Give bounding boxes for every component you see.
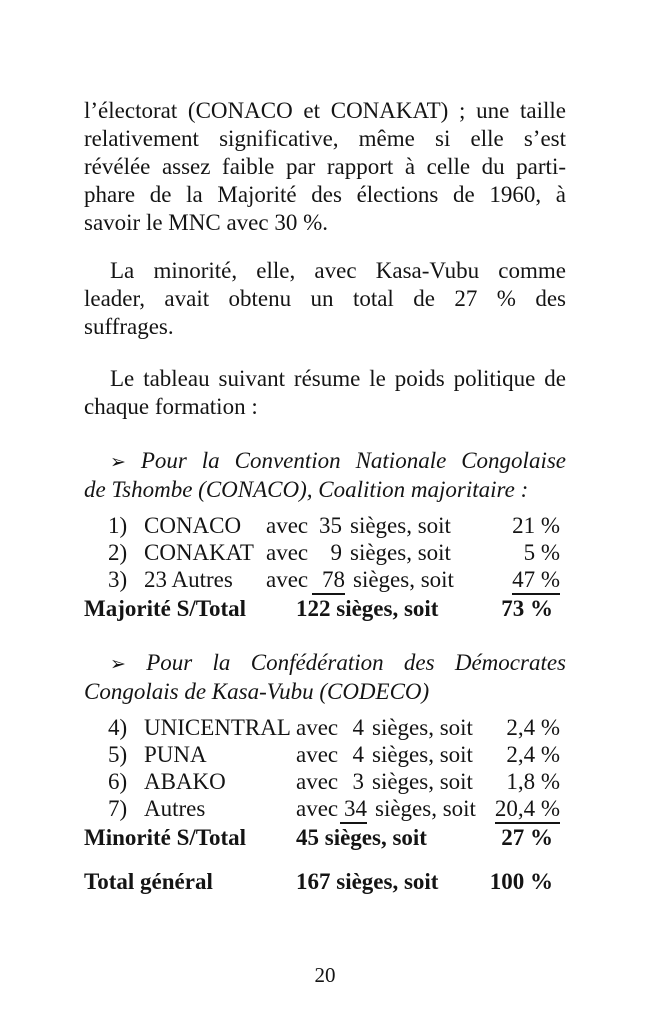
seat-count-underlined: 78 [312, 566, 345, 595]
seats-suffix: sièges, soit [350, 540, 451, 565]
subtotal-seats: 122 sièges, soit [296, 596, 439, 621]
avec-label: avec [296, 715, 339, 740]
grand-total-label: Total général [84, 869, 213, 894]
subtotal-seats: 45 sièges, soit [296, 825, 427, 850]
percentage-underlined: 20,4 % [495, 795, 560, 824]
percentage: 5 % [523, 540, 560, 565]
grand-total-seats: 167 sièges, soit [296, 869, 439, 894]
bullet-text: Pour la Confédération des Démocrates [146, 650, 566, 675]
party-name: 23 Autres [144, 567, 233, 592]
row-number: 7) [108, 796, 128, 821]
party-name: UNICENTRAL [144, 715, 291, 740]
avec-label: avec [266, 540, 309, 565]
percentage: 2,4 % [506, 742, 560, 767]
avec-label: avec [296, 796, 339, 821]
table-row [108, 768, 560, 795]
bullet-line [84, 649, 566, 678]
row-number: 5) [108, 742, 128, 767]
percentage: 1,8 % [506, 769, 560, 794]
seats-suffix: sièges, soit [375, 796, 476, 821]
paragraph-line: phare de la Majorité des élections de 1960, à [84, 182, 566, 207]
row-number: 1) [108, 513, 128, 538]
paragraph-line: savoir le MNC avec 30 %. [84, 210, 328, 235]
majority-subtotal-row [84, 595, 560, 622]
paragraph-line: La minorité, elle, avec Kasa-Vubu comme [110, 258, 566, 283]
row-number: 3) [108, 567, 128, 592]
percentage: 21 % [512, 513, 560, 538]
majority-table [84, 512, 560, 622]
subtotal-label: Majorité S/Total [84, 596, 247, 621]
seats-suffix: sièges, soit [372, 769, 473, 794]
avec-label: avec [296, 742, 339, 767]
bullet-heading-codeco [84, 649, 566, 706]
seat-count: 3 [352, 769, 364, 794]
party-name: ABAKO [144, 769, 226, 794]
party-name: PUNA [144, 742, 207, 767]
table-row [108, 539, 560, 566]
avec-label: avec [296, 769, 339, 794]
bullet-line [84, 447, 566, 476]
paragraph-line: relativement significative, même si elle s’est [84, 126, 566, 151]
seat-count: 9 [330, 540, 342, 565]
party-name: Autres [144, 796, 206, 821]
paragraph-line: chaque formation : [84, 394, 258, 419]
bullet-line: de Tshombe (CONACO), Coalition majoritaire : [84, 477, 529, 502]
paragraph-minorite [84, 257, 566, 341]
seat-count-underlined: 34 [340, 795, 367, 824]
bullet-heading-conaco [84, 447, 566, 504]
avec-label: avec [266, 567, 309, 592]
subtotal-percentage: 27 % [501, 825, 553, 850]
grand-total-row [84, 868, 560, 895]
seat-count: 4 [352, 715, 364, 740]
seat-count: 4 [352, 742, 364, 767]
party-name: CONAKAT [144, 540, 254, 565]
paragraph-line: suffrages. [84, 314, 174, 339]
party-name: CONACO [144, 513, 242, 538]
row-number: 2) [108, 540, 128, 565]
row-number: 6) [108, 769, 128, 794]
table-row [108, 512, 560, 539]
percentage-underlined: 47 % [512, 566, 560, 595]
arrow-bullet-icon: ➢ [110, 653, 126, 675]
grand-total-percentage: 100 % [489, 869, 553, 894]
table-row [108, 795, 560, 824]
bullet-line: Congolais de Kasa-Vubu (CODECO) [84, 679, 430, 704]
seats-suffix: sièges, soit [350, 513, 451, 538]
paragraph-tableau [84, 365, 566, 421]
arrow-bullet-icon: ➢ [110, 451, 126, 473]
paragraph-line: l’électorat (CONACO et CONAKAT) ; une taille [84, 98, 566, 123]
bullet-text: Pour la Convention Nationale Congolaise [140, 448, 567, 473]
row-number: 4) [108, 715, 128, 740]
table-row [108, 714, 560, 741]
page-number: 20 [314, 963, 336, 987]
paragraph-line: Le tableau suivant résume le poids politique de [110, 366, 566, 391]
paragraph-line: leader, avait obtenu un total de 27 % des [84, 286, 566, 311]
subtotal-percentage: 73 % [501, 596, 553, 621]
minority-subtotal-row [84, 824, 560, 851]
paragraph-electorat [84, 97, 566, 237]
subtotal-label: Minorité S/Total [84, 825, 247, 850]
seat-count: 35 [319, 513, 342, 538]
table-row [108, 566, 560, 595]
avec-label: avec [266, 513, 309, 538]
paragraph-line: révélée assez faible par rapport à celle du parti- [84, 154, 566, 179]
page-content [84, 97, 566, 895]
percentage: 2,4 % [506, 715, 560, 740]
seats-suffix: sièges, soit [372, 715, 473, 740]
seats-suffix: sièges, soit [372, 742, 473, 767]
seats-suffix: sièges, soit [353, 567, 454, 592]
table-row [108, 741, 560, 768]
minority-table [84, 714, 560, 851]
